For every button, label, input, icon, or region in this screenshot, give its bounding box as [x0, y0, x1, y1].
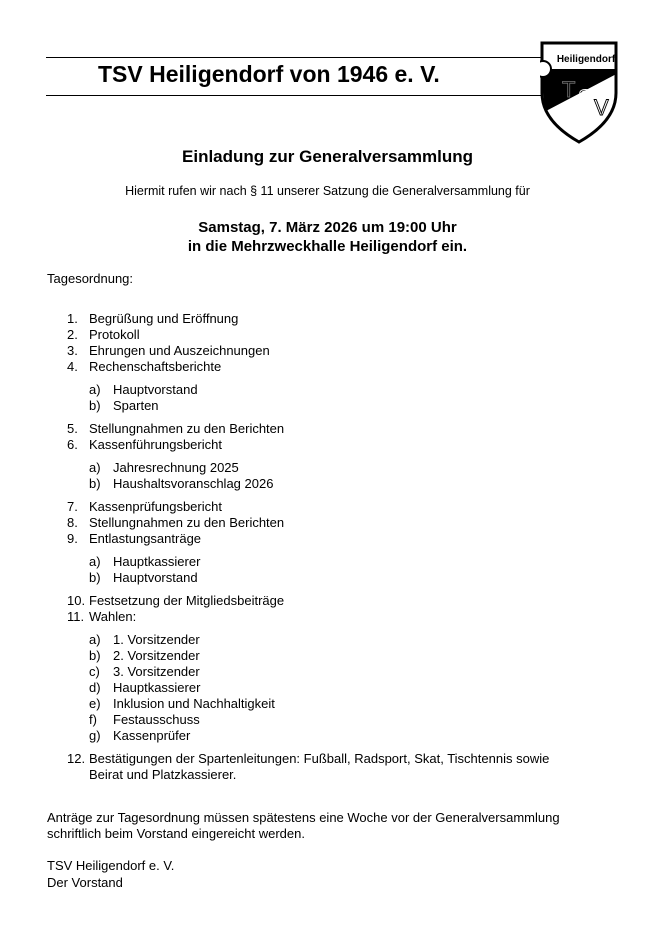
agenda-subitem-letter: b) — [89, 398, 101, 413]
agenda-item-label: Kassenprüfungsbericht — [89, 499, 222, 514]
agenda-label: Tagesordnung: — [47, 271, 134, 286]
agenda-item-number: 7. — [67, 499, 78, 514]
agenda-item-number: 6. — [67, 437, 78, 452]
agenda-subitem-label: Hauptvorstand — [113, 382, 198, 397]
header-rule-top — [46, 57, 556, 58]
agenda-item-number: 12. — [67, 751, 86, 766]
svg-text:T: T — [562, 77, 576, 102]
agenda-item-label: Festsetzung der Mitgliedsbeiträge — [89, 593, 285, 608]
agenda-subitem-label: 1. Vorsitzender — [113, 632, 200, 647]
club-logo — [540, 41, 618, 144]
agenda-item-label-cont: Beirat und Platzkassierer. — [89, 767, 237, 782]
agenda-item-number: 2. — [67, 327, 78, 342]
agenda-item-label: Bestätigungen der Spartenleitungen: Fußball, Radsport, Skat, Tischtennis sowie — [89, 751, 550, 766]
agenda-item-number: 5. — [67, 421, 78, 436]
agenda-item-number: 11. — [67, 609, 85, 624]
agenda-subitem-label: 2. Vorsitzender — [113, 648, 200, 663]
signature-club: TSV Heiligendorf e. V. — [47, 858, 175, 873]
agenda-subitem-letter: d) — [89, 680, 101, 695]
agenda-item-label: Wahlen: — [89, 609, 137, 624]
agenda-subitem-letter: a) — [89, 460, 101, 475]
agenda-subitem-label: Festausschuss — [113, 712, 200, 727]
agenda-subitem-letter: a) — [89, 382, 101, 397]
agenda-subitem-letter: b) — [89, 476, 101, 491]
agenda-subitem-label: 3. Vorsitzender — [113, 664, 200, 679]
agenda-item-label: Begrüßung und Eröffnung — [89, 311, 239, 326]
agenda-item-label: Protokoll — [89, 327, 140, 342]
agenda-subitem-letter: f) — [89, 712, 97, 727]
agenda-item-number: 10. — [67, 593, 86, 608]
agenda-subitem-label: Jahresrechnung 2025 — [113, 460, 239, 475]
agenda-subitem-label: Inklusion und Nachhaltigkeit — [113, 696, 275, 711]
note-line-2: schriftlich beim Vorstand eingereicht werden. — [47, 826, 305, 841]
note-line-1: Anträge zur Tagesordnung müssen spätestens eine Woche vor der Generalversammlung — [47, 810, 560, 825]
agenda-item-number: 8. — [67, 515, 78, 530]
agenda-subitem-letter: e) — [89, 696, 101, 711]
agenda-item-label: Entlastungsanträge — [89, 531, 202, 546]
agenda-subitem-label: Hauptkassierer — [113, 680, 201, 695]
date-line: Samstag, 7. März 2026 um 19:00 Uhr — [198, 219, 457, 236]
venue-line: in die Mehrzweckhalle Heiligendorf ein. — [187, 238, 468, 255]
agenda-subitem-letter: b) — [89, 570, 101, 585]
agenda-subitem-letter: a) — [89, 632, 101, 647]
club-name: TSV Heiligendorf von 1946 e. V. — [98, 61, 440, 87]
agenda-item-number: 1. — [67, 311, 78, 326]
agenda-subitem-label: Hauptvorstand — [113, 570, 198, 585]
agenda-subitem-letter: c) — [89, 664, 100, 679]
intro-text: Hiermit rufen wir nach § 11 unserer Satzung die Generalversammlung für — [125, 184, 530, 198]
agenda-item-number: 4. — [67, 359, 78, 374]
agenda-item-label: Stellungnahmen zu den Berichten — [89, 515, 285, 530]
agenda-subitem-letter: b) — [89, 648, 101, 663]
agenda-subitem-label: Haushaltsvoranschlag 2026 — [113, 476, 274, 491]
agenda-item-label: Rechenschaftsberichte — [89, 359, 222, 374]
agenda-item-label: Kassenführungsbericht — [89, 437, 222, 452]
header-rule-bottom — [46, 95, 556, 96]
agenda-item-label: Stellungnahmen zu den Berichten — [89, 421, 285, 436]
agenda-item-label: Ehrungen und Auszeichnungen — [89, 343, 270, 358]
agenda-item-number: 9. — [67, 531, 78, 546]
invitation-title: Einladung zur Generalversammlung — [182, 147, 473, 166]
svg-text:S: S — [578, 85, 593, 110]
signature-board: Der Vorstand — [47, 875, 123, 890]
agenda-subitem-letter: g) — [89, 728, 101, 743]
svg-text:V: V — [594, 95, 609, 120]
logo-text: Heiligendorf — [556, 54, 616, 65]
agenda-subitem-label: Sparten — [113, 398, 159, 413]
agenda-item-number: 3. — [67, 343, 78, 358]
agenda-subitem-label: Hauptkassierer — [113, 554, 201, 569]
agenda-subitem-letter: a) — [89, 554, 101, 569]
agenda-subitem-label: Kassenprüfer — [113, 728, 191, 743]
